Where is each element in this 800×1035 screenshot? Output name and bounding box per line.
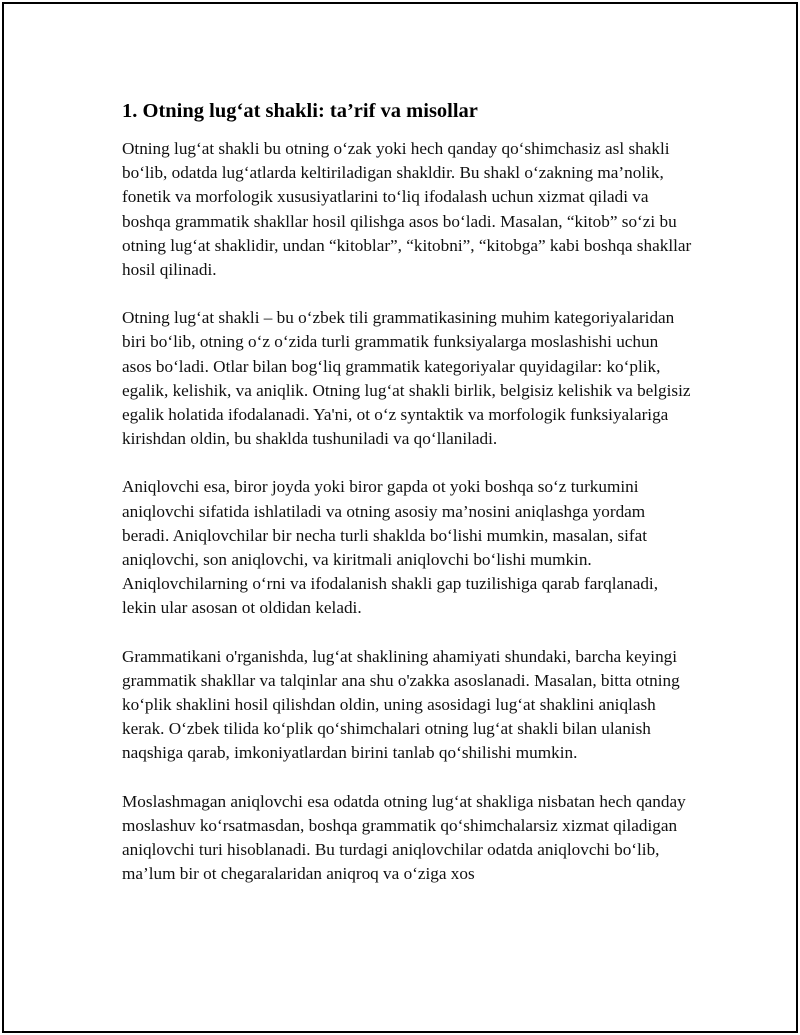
section-heading: 1. Otning lug‘at shakli: ta’rif va misollar [122,100,478,122]
paragraph-1: Otning lug‘at shakli bu otning o‘zak yoki hech qanday qo‘shimchasiz asl shakli bo‘lib, odatda lug‘atlarda keltiriladigan shakldir. Bu shakl o‘zakning ma’nolik, fonetik va morfologik xususiyatlarini to‘liq ifodalash uchun xizmat qiladi va boshqa grammatik shakllar hosil qilishga asos bo‘ladi. Masalan, “kitob” so‘zi bu otning lug‘at shaklidir, undan “kitoblar”, “kitobni”, “kitobga” kabi boshqa shakllar hosil qilinadi. [122,139,692,280]
document-body [122,97,692,910]
paragraph-3: Aniqlovchi esa, biror joyda yoki biror gapda ot yoki boshqa so‘z turkumini aniqlovchi sifatida ishlatiladi va otning asosiy ma’nosini aniqlashga yordam beradi. Aniqlovchilar bir necha turli shaklda bo‘lishi mumkin, masalan, sifat aniqlovchi, son aniqlovchi, va kiritmali aniqlovchi bo‘lishi mumkin. Aniqlovchilarning o‘rni va ifodalanish shakli gap tuzilishiga qarab farqlanadi, lekin ular asosan ot oldidan keladi. [122,477,659,618]
paragraph-4: Grammatikani o'rganishda, lug‘at shaklining ahamiyati shundaki, barcha keyingi grammatik shakllar va talqinlar ana shu o'zakka asoslanadi. Masalan, bitta otning ko‘plik shaklini hosil qilishdan oldin, uning asosidagi lug‘at shaklini aniqlash kerak. O‘zbek tilida ko‘plik qo‘shimchalari otning lug‘at shakli bilan ulanish naqshiga qarab, imkoniyatlardan birini tanlab qo‘shilishi mumkin. [122,646,680,763]
paragraph-2: Otning lug‘at shakli – bu o‘zbek tili grammatikasining muhim kategoriyalaridan biri bo‘lib, otning o‘z o‘zida turli grammatik funksiyalarga moslashishi uchun asos bo‘ladi. Otlar bilan bog‘liq grammatik kategoriyalar quyidagilar: ko‘plik, egalik, kelishik, va aniqlik. Otning lug‘at shakli birlik, belgisiz kelishik va belgisiz egalik holatida ifodalanadi. Ya'ni, ot o‘z syntaktik va morfologik funksiyalariga kirishdan oldin, bu shaklda tushuniladi va qo‘llaniladi. [122,308,691,449]
page-frame [2,2,798,1033]
paragraph-5: Moslashmagan aniqlovchi esa odatda otning lug‘at shakliga nisbatan hech qanday moslashuv ko‘rsatmasdan, boshqa grammatik qo‘shimchalarsiz xizmat qiladigan aniqlovchi turi hisoblanadi. Bu turdagi aniqlovchilar odatda aniqlovchi bo‘lib, ma’lum bir ot chegaralaridan aniqroq va o‘ziga xos [122,791,686,884]
